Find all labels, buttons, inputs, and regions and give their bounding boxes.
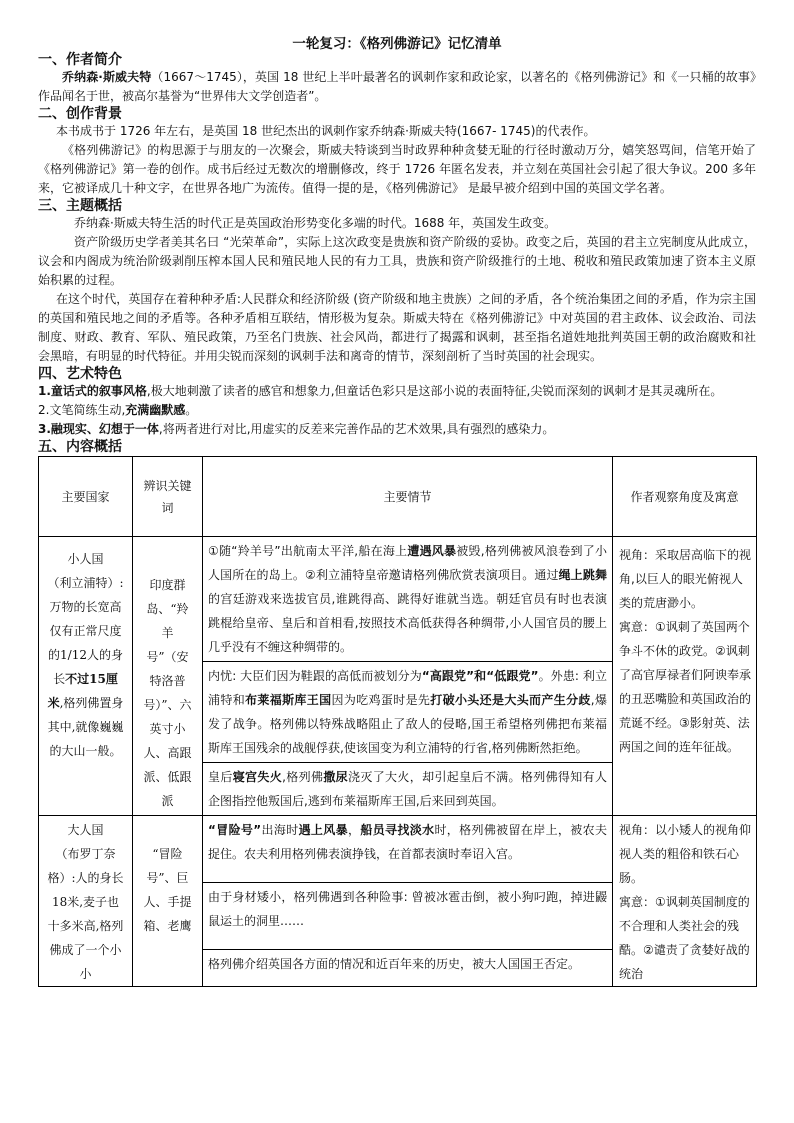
section-heading-background: 二、创作背景 [38,106,122,122]
lilliput-plot-3-a: 皇后 [208,770,233,784]
lilliput-plot-3-bold2: 撒尿 [323,770,349,784]
lilliput-size-bold: 不过15厘米 [47,672,118,710]
lilliput-plot-1-a: ①随“羚羊号”出航南太平洋,船在海上 [208,544,408,558]
author-paragraph [38,68,756,106]
art-item-3 [38,420,756,439]
art-item-3-bold: 3.融现实、幻想于一体 [38,422,159,436]
brobdingnag-plot-1-c: 时，格列佛被留在岸上，被农夫捉住。农夫利用格列佛表演挣钱，在首都表演时奉诏入宫。 [208,823,607,861]
header-keywords: 辨识关键词 [133,457,203,537]
document-page [38,36,756,987]
lilliput-meaning: 寓意：①讽刺了英国两个争斗不休的政党。②讽刺了高官厚禄者们阿谀奉承的丑恶嘴脸和英国政治的荒诞不经。③影射英、法两国之间的连年征战。 [619,620,752,754]
lilliput-plot-1-c: 的宫廷游戏来选拔官员,谁跳得高、跳得好谁就当选。朝廷官员有时也表演跳棍给皇帝、皇后和首相看,按照技术高低获得各种绸带,小人国官员的腰上几乎没有不缠这种绸带的。 [208,592,607,654]
lilliput-plot-2-b: 。外患: 利立浦特和 [208,669,607,707]
theme-paragraph-1: 乔纳森·斯威夫特生活的时代正是英国政治形势变化多端的时代。1688 年，英国发生政变。 [74,216,557,230]
theme-paragraph-2: 资产阶级历史学者美其名曰 “光荣革命”，实际上这次政变是贵族和资产阶级的妥协。政变之后，英国的君主立宪制度从此成立，议会和内阁成为统治阶级剥削压榨本国人民和殖民地人民的有力工具，贵族和资产阶级推行的土地、税收和殖民政策加速了资本主义原始积累的过程。 [38,235,756,287]
brobdingnag-plot-1-bold2: 遇上风暴 [298,823,348,837]
brobdingnag-plot-1-bold3: 船员寻找淡水 [360,823,435,837]
brobdingnag-plot-2: 由于身材矮小，格列佛遇到各种险事: 曾被冰雹击倒，被小狗叼跑，掉进鼹鼠运土的洞里…… [203,883,613,950]
lilliput-keywords-cell: 印度群岛、“羚羊号”（安特洛普号）”、六英寸小人、高跟派、低跟派 [133,537,203,816]
lilliput-plot-2-d: ,爆发了战争。格列佛以特殊战略阻止了敌人的侵略,国王希望格列佛把布莱福斯库王国残余的战舰俘获,使该国变为利立浦特的行省,格列佛断然拒绝。 [208,693,607,755]
lilliput-plot-3-b: ,格列佛 [282,770,324,784]
table-header-row [39,457,757,537]
lilliput-country-text-end: ,格列佛置身其中,就像巍巍的大山一般。 [47,696,124,758]
art-item-1-text: ,极大地刺激了读者的感官和想象力,但童话色彩只是这部小说的表面特征,尖锐而深刻的讽刺才是其灵魂所在。 [146,384,723,398]
lilliput-plot-2-bold3: 打破小头还是大头而产生分歧 [430,693,591,707]
content-table [38,456,757,987]
author-text: （1667～1745），英国 18 世纪上半叶最著名的讽刺作家和政论家，以著名的《格列佛游记》和《一只桶的故事》作品闻名于世，被高尔基誉为“世界伟大文学创造者”。 [38,70,756,103]
lilliput-plot-2-bold: “高跟党”和“低跟党” [421,669,539,683]
brobdingnag-country-cell: 大人国 （布罗丁奈格）:人的身长18米,麦子也 十多米高,格列佛成了一个小小 [39,816,133,987]
brobdingnag-plot-3: 格列佛介绍英国各方面的情况和近百年来的历史，被大人国国王否定。 [203,950,613,987]
lilliput-plot-2-a: 内忧: 大臣们因为鞋跟的高低而被划分为 [208,669,422,683]
lilliput-plot-1-bold: 遭遇风暴 [407,544,457,558]
art-item-2 [38,401,756,420]
brobdingnag-view-cell [613,816,757,987]
lilliput-plot-1-b: 被毁,格列佛被风浪卷到了小人国所在的岛上。②利立浦特皇帝邀请格列佛欣赏表演项目。通过 [208,544,607,582]
table-row-brobdingnag [39,816,757,883]
art-item-1 [38,382,756,401]
brobdingnag-view: 视角：以小矮人的视角仰视人类的粗俗和铁石心肠。 [619,823,752,885]
brobdingnag-meaning: 寓意：①讽刺英国制度的不合理和人类社会的残酷。②谴责了贪婪好战的统治 [619,895,750,981]
lilliput-country-cell [39,537,133,816]
lilliput-plot-2 [203,662,613,763]
lilliput-plot-1 [203,537,613,662]
lilliput-view-cell [613,537,757,816]
background-paragraph-1: 本书成书于 1726 年左右，是英国 18 世纪杰出的讽刺作家乔纳森·斯威夫特(1667- 1745)的代表作。 [56,124,596,138]
lilliput-country-text: 小人国 （利立浦特）:万物的长宽高仅有正常尺度的1/12人的身长 [47,552,124,686]
header-view: 作者观察角度及寓意 [613,457,757,537]
section-heading-theme: 三、主题概括 [38,198,122,214]
brobdingnag-plot-1-a: 出海时 [261,823,299,837]
background-paragraph-2: 《格列佛游记》的构思源于与朋友的一次聚会，斯威夫特谈到当时政界种种贪婪无耻的行径时激动万分，嬉笑怒骂间，信笔开始了《格列佛游记》第一卷的创作。成书后经过无数次的增删修改，终于 1726 年匿名发表，并立刻在英国社会引起了很大争议。200 多年来，它被译成几十种文字，在世界各地广为流传。值得一提的是，《格列佛游记》 是最早被介绍到中国的英国文学名著。 [38,143,756,195]
brobdingnag-plot-1-bold: “冒险号” [208,823,262,837]
section-heading-content: 五、内容概括 [38,439,122,455]
lilliput-plot-2-c: 因为吃鸡蛋时是先 [331,693,431,707]
brobdingnag-plot-1-b: ， [347,823,361,837]
art-item-2-end: 。 [185,403,198,417]
brobdingnag-plot-1 [203,816,613,883]
brobdingnag-keywords-cell: “冒险号”、巨人、手提箱、老鹰 [133,816,203,987]
author-name: 乔纳森·斯威夫特 [62,70,152,84]
table-row-lilliput [39,537,757,662]
section-heading-author: 一、作者简介 [38,52,122,68]
art-item-2-bold: 充满幽默感 [125,403,186,417]
lilliput-plot-3-bold: 寝宫失火 [232,770,283,784]
lilliput-plot-3-c: 浇灭了大火，却引起皇后不满。格列佛得知有人企图指控他叛国后,逃到布莱福斯库王国,后来回到英国。 [208,770,607,808]
lilliput-plot-1-bold2: 绳上跳舞 [558,568,607,582]
art-item-3-text: ,将两者进行对比,用虚实的反差来完善作品的艺术效果,具有强烈的感染力。 [158,422,555,436]
lilliput-plot-2-bold2: 布莱福斯库王国 [245,693,332,707]
header-plot: 主要情节 [203,457,613,537]
lilliput-view: 视角：采取居高临下的视角,以巨人的眼光俯视人类的荒唐渺小。 [619,548,752,610]
lilliput-plot-3 [203,763,613,816]
theme-paragraph-3: 在这个时代，英国存在着种种矛盾:人民群众和经济阶级 (资产阶级和地主贵族）之间的矛盾，各个统治集团之间的矛盾，作为宗主国的英国和殖民地之间的矛盾等。各种矛盾相互联结，情形极为复杂。斯威夫特在《格列佛游记》中对英国的君主政体、议会政治、司法制度、财政、教育、军队、殖民政策，乃至名门贵族、社会风尚，都进行了揭露和讽刺，甚至指名道姓地批判英国王朝的政治腐败和社会黑暗，有明显的时代特征。并用尖锐而深刻的讽刺手法和离奇的情节，深刻剖析了当时英国的社会现实。 [38,292,756,363]
document-title: 一轮复习：《格列佛游记》记忆清单 [292,36,502,52]
art-item-2-text: 2.文笔简练生动, [38,403,126,417]
section-heading-art: 四、艺术特色 [38,366,122,382]
header-country: 主要国家 [39,457,133,537]
art-item-1-bold: 1.童话式的叙事风格 [38,384,147,398]
